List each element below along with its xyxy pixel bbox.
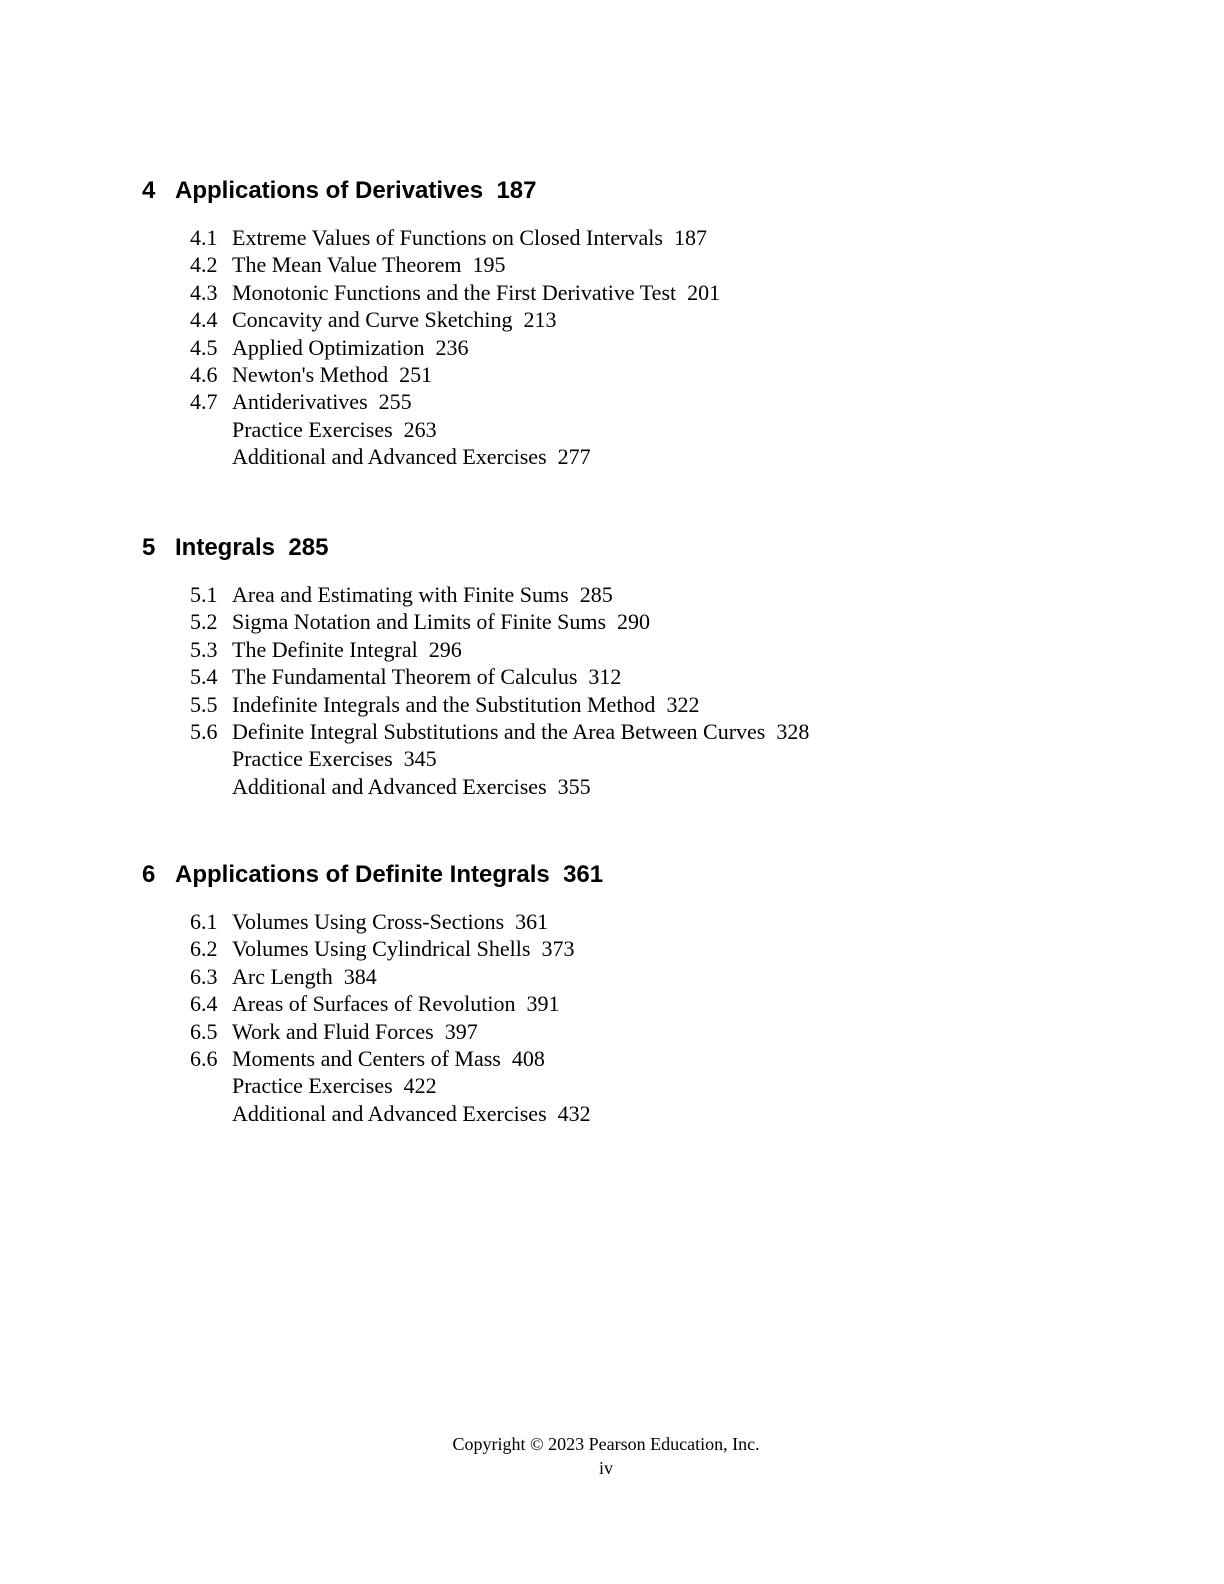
- toc-extra-entry[interactable]: [190, 416, 720, 443]
- chapter-number: 6: [142, 861, 156, 888]
- section-number: 4.5: [190, 334, 218, 360]
- section-list: [142, 581, 809, 800]
- chapter-heading[interactable]: [142, 860, 603, 890]
- section-number: 4.6: [190, 362, 218, 388]
- chapter-4: [142, 176, 720, 471]
- section-number: 6.6: [190, 1046, 218, 1072]
- section-number: 4.4: [190, 307, 218, 333]
- section-number: 5.6: [190, 719, 218, 745]
- section-number: 5.3: [190, 636, 218, 662]
- toc-extra-entry[interactable]: [190, 773, 809, 800]
- chapter-page: 187: [496, 177, 537, 204]
- section-title: Areas of Surfaces of Revolution: [232, 991, 516, 1017]
- section-page: 187: [673, 225, 707, 250]
- extra-title: Additional and Advanced Exercises: [232, 773, 547, 799]
- toc-entry[interactable]: [190, 691, 809, 718]
- toc-entry[interactable]: [190, 990, 603, 1017]
- chapter-5: [142, 533, 809, 800]
- section-number: 6.5: [190, 1018, 218, 1044]
- section-number: 4.7: [190, 389, 218, 415]
- section-number: 6.3: [190, 963, 218, 989]
- section-page: 296: [428, 636, 462, 662]
- section-page: 312: [588, 664, 622, 690]
- section-number: 5.4: [190, 664, 218, 690]
- toc-entry[interactable]: [190, 608, 809, 635]
- toc-entry[interactable]: [190, 1018, 603, 1045]
- extra-title: Practice Exercises: [232, 1073, 393, 1099]
- extra-page: 355: [557, 773, 591, 799]
- chapter-title: Integrals: [175, 534, 276, 561]
- extra-page: 277: [557, 444, 591, 470]
- chapter-6: [142, 860, 603, 1127]
- toc-entry[interactable]: [190, 361, 720, 388]
- section-title: The Mean Value Theorem: [232, 252, 462, 278]
- section-title: Volumes Using Cylindrical Shells: [232, 936, 531, 962]
- toc-entry[interactable]: [190, 908, 603, 935]
- section-page: 328: [776, 719, 810, 745]
- toc-extra-entry[interactable]: [190, 745, 809, 772]
- section-title: Area and Estimating with Finite Sums: [232, 582, 569, 607]
- section-page: 361: [515, 909, 549, 934]
- section-list: [142, 908, 603, 1127]
- toc-entry[interactable]: [190, 224, 720, 251]
- section-title: Concavity and Curve Sketching: [232, 307, 513, 333]
- section-page: 408: [511, 1046, 545, 1072]
- section-page: 397: [444, 1018, 478, 1044]
- section-title: Newton's Method: [232, 362, 389, 388]
- section-number: 5.5: [190, 691, 218, 717]
- toc-entry[interactable]: [190, 581, 809, 608]
- toc-entry[interactable]: [190, 718, 809, 745]
- section-number: 6.4: [190, 991, 218, 1017]
- chapter-heading[interactable]: [142, 533, 809, 563]
- section-page: 251: [399, 362, 433, 388]
- section-number: 4.3: [190, 279, 218, 305]
- toc-entry[interactable]: [190, 963, 603, 990]
- page-number: iv: [598, 1458, 613, 1478]
- copyright-notice: Copyright © 2023 Pearson Education, Inc.: [452, 1434, 760, 1454]
- section-title: Definite Integral Substitutions and the Area Between Curves: [232, 719, 766, 745]
- section-number: 4.2: [190, 252, 218, 278]
- section-title: Extreme Values of Functions on Closed Intervals: [232, 225, 663, 250]
- section-page: 384: [343, 963, 377, 989]
- section-page: 322: [666, 691, 700, 717]
- section-page: 201: [687, 279, 721, 305]
- section-title: Antiderivatives: [232, 389, 368, 415]
- toc-extra-entry[interactable]: [190, 1100, 603, 1127]
- toc-entry[interactable]: [190, 935, 603, 962]
- section-page: 255: [378, 389, 412, 415]
- section-page: 195: [472, 252, 506, 278]
- section-page: 285: [579, 582, 613, 607]
- extra-title: Practice Exercises: [232, 416, 393, 442]
- chapter-page: 361: [563, 861, 604, 888]
- extra-page: 422: [403, 1073, 437, 1099]
- section-title: Applied Optimization: [232, 334, 425, 360]
- toc-extra-entry[interactable]: [190, 1072, 603, 1099]
- chapter-number: 5: [142, 534, 156, 561]
- section-title: Work and Fluid Forces: [232, 1018, 434, 1044]
- section-title: Volumes Using Cross-Sections: [232, 909, 505, 934]
- extra-title: Additional and Advanced Exercises: [232, 1100, 547, 1126]
- section-number: 5.1: [190, 582, 218, 607]
- toc-entry[interactable]: [190, 334, 720, 361]
- toc-entry[interactable]: [190, 636, 809, 663]
- section-title: Moments and Centers of Mass: [232, 1046, 501, 1072]
- toc-extra-entry[interactable]: [190, 443, 720, 470]
- chapter-title: Applications of Derivatives: [175, 177, 484, 204]
- extra-title: Practice Exercises: [232, 746, 393, 772]
- toc-entry[interactable]: [190, 306, 720, 333]
- chapter-title: Applications of Definite Integrals: [175, 861, 550, 888]
- chapter-page: 285: [288, 534, 329, 561]
- toc-entry[interactable]: [190, 279, 720, 306]
- chapter-number: 4: [142, 177, 156, 204]
- section-number: 6.1: [190, 909, 218, 934]
- section-page: 290: [617, 609, 650, 635]
- section-page: 391: [526, 991, 560, 1017]
- extra-title: Additional and Advanced Exercises: [232, 444, 547, 470]
- chapter-heading[interactable]: [142, 176, 720, 206]
- section-title: Arc Length: [232, 963, 333, 989]
- section-title: Sigma Notation and Limits of Finite Sums: [232, 609, 606, 635]
- section-title: The Definite Integral: [232, 636, 418, 662]
- section-number: 4.1: [190, 225, 218, 250]
- extra-page: 345: [403, 746, 437, 772]
- section-title: Indefinite Integrals and the Substitution Method: [232, 691, 656, 717]
- section-list: [142, 224, 720, 471]
- section-page: 236: [435, 334, 469, 360]
- toc-entry[interactable]: [190, 663, 809, 690]
- section-page: 213: [523, 307, 557, 333]
- section-number: 6.2: [190, 936, 218, 962]
- section-title: Monotonic Functions and the First Derivative Test: [232, 279, 677, 305]
- toc-entry[interactable]: [190, 388, 720, 415]
- section-title: The Fundamental Theorem of Calculus: [232, 664, 578, 690]
- toc-entry[interactable]: [190, 1045, 603, 1072]
- section-page: 373: [541, 936, 575, 962]
- section-number: 5.2: [190, 609, 218, 635]
- toc-entry[interactable]: [190, 251, 720, 278]
- extra-page: 263: [403, 416, 437, 442]
- extra-page: 432: [557, 1100, 591, 1126]
